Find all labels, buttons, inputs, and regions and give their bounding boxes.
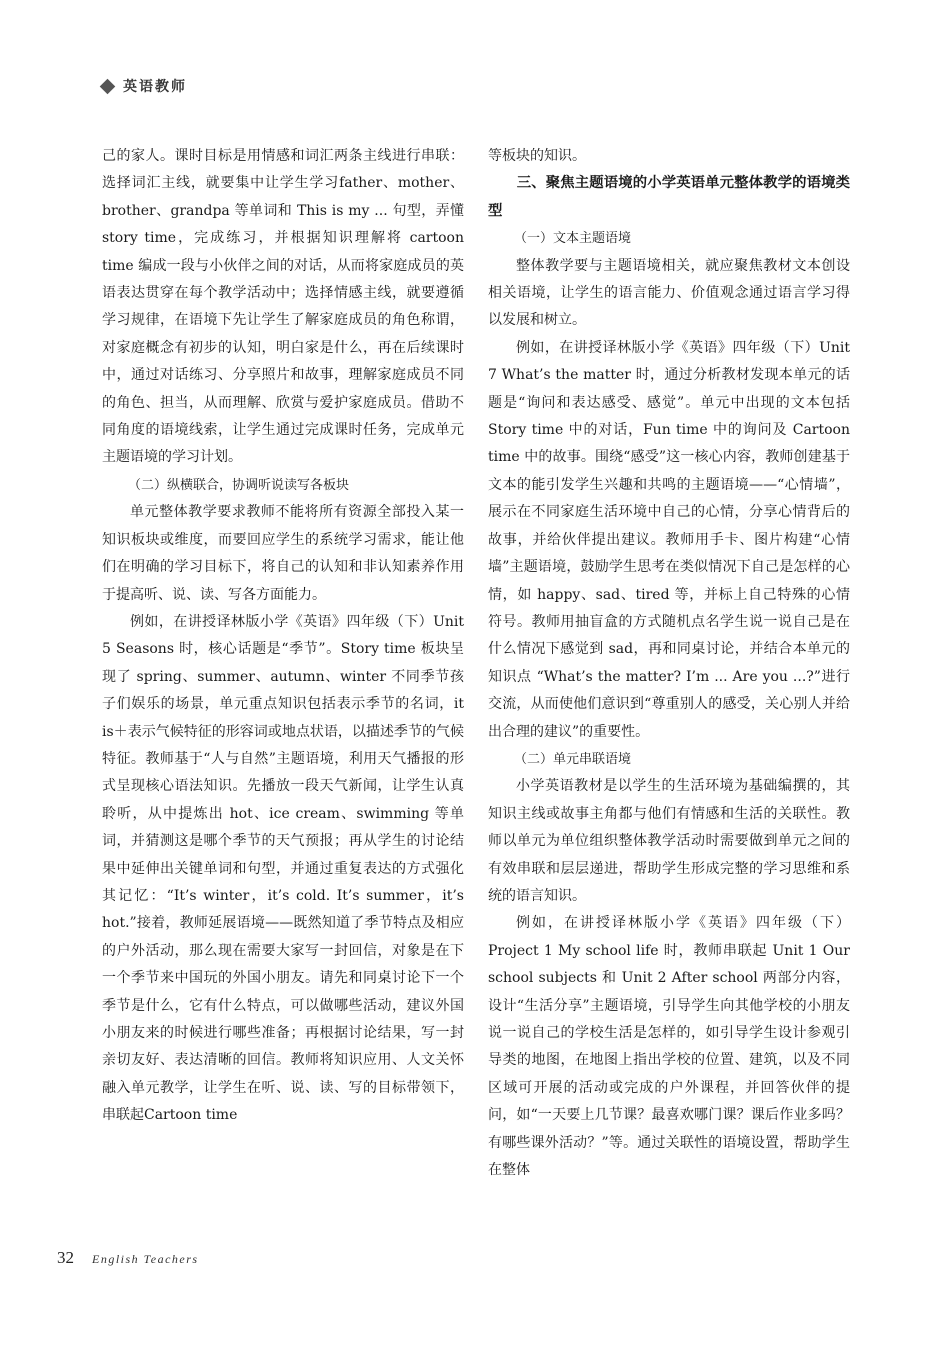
subsection-heading: （二）单元串联语境 — [514, 751, 632, 767]
paragraph: 小学英语教材是以学生的生活环境为基础编撰的，其知识主线或故事主角都与他们有情感和生活的关联性。教师以单元为单位组织整体教学活动时需要做到单元之间的有效串联和层层递进，帮助学生形成完整的学习思维和系统的语言知识。 — [488, 778, 850, 904]
right-column — [488, 143, 850, 1184]
journal-header-title: 英语教师 — [123, 79, 187, 95]
subsection-heading: （一）文本主题语境 — [514, 231, 632, 247]
subsection-heading: （二）纵横联合，协调听说读写各板块 — [128, 477, 350, 493]
diamond-icon — [100, 78, 116, 94]
page-footer — [57, 1248, 199, 1268]
paragraph: 例如，在讲授译林版小学《英语》四年级（下）Project 1 My school life 时，教师串联起 Unit 1 Our school subjects 和 Unit 2 After school 两部分内容，设计“生活分享”主题语境，引导学生向其他学校的小朋友说一说自己的学校生活是怎样的，如引导学生设计参观引导类的地图，在地图上指出学校的位置、建筑，以及不同区域可开展的活动或完成的户外课程，并回答伙伴的提问，如“一天要上几节课？最喜欢哪门课？课后作业多吗？有哪些课外活动？”等。通过关联性的语境设置，帮助学生在整体 — [488, 915, 850, 1179]
paragraph: 例如，在讲授译林版小学《英语》四年级（下）Unit 7 What’s the matter 时，通过分析教材发现本单元的话题是“询问和表达感受、感觉”。单元中出现的文本包括 Story time 中的对话，Fun time 中的询问及 Cartoon time 中的故事。围绕“感受”这一核心内容，教师创建基于文本的能引发学生兴趣和共鸣的主题语境——“心情墙”，展示在不同家庭生活环境中自己的心情，分享心情背后的故事，并给伙伴提出建议。教师用手卡、图片构建“心情墙”主题语境，鼓励学生思考在类似情况下自己是怎样的心情，如 happy、sad、tired 等，并标上自己特殊的心情符号。教师用抽盲盒的方式随机点名学生说一说自己是在什么情况下感觉到 sad，再和同桌讨论，并结合本单元的知识点 “What’s the matter? I’m ... Are you ...?”进行交流，从而使他们意识到“尊重别人的感受，关心别人并给出合理的建议”的重要性。 — [488, 339, 850, 740]
paragraph: 己的家人。课时目标是用情感和词汇两条主线进行串联：选择词汇主线，就要集中让学生学习father、mother、brother、grandpa 等单词和 This is my ... 句型，弄懂 story time，完成练习，并根据知识理解将 cartoon time 编成一段与小伙伴之间的对话，从而将家庭成员的英语表达贯穿在每个教学活动中；选择情感主线，就要遵循学习规律，在语境下先让学生了解家庭成员的角色称谓，对家庭概念有初步的认知，明白家是什么，再在后续课时中，通过对话练习、分享照片和故事，理解家庭成员不同的角色、担当，从而理解、欣赏与爱护家庭成员。借助不同角度的语境线索，让学生通过完成课时任务，完成单元主题语境的学习计划。 — [102, 148, 464, 466]
left-column — [102, 143, 464, 1130]
page-number: 32 — [57, 1248, 74, 1267]
section-heading: 三、聚焦主题语境的小学英语单元整体教学的语境类型 — [488, 175, 850, 219]
paragraph: 整体教学要与主题语境相关，就应聚焦教材文本创设相关语境，让学生的语言能力、价值观念通过语言学习得以发展和树立。 — [488, 257, 850, 329]
paragraph: 等板块的知识。 — [488, 148, 586, 164]
running-header — [102, 76, 187, 96]
paragraph: 例如，在讲授译林版小学《英语》四年级（下）Unit 5 Seasons 时，核心话题是“季节”。Story time 板块呈现了 spring、summer、autumn、winter 不同季节孩子们娱乐的场景，单元重点知识包括表示季节的名词，it is＋表示气候特征的形容词或地点状语，以描述季节的气候特征。教师基于“人与自然”主题语境，利用天气播报的形式呈现核心语法知识。先播放一段天气新闻，让学生认真聆听，从中提炼出 hot、ice cream、swimming 等单词，并猜测这是哪个季节的天气预报；再从学生的讨论结果中延伸出关键单词和句型，并通过重复表达的方式强化其记忆：“It’s winter，it’s cold. It’s summer，it’s hot.”接着，教师延展语境——既然知道了季节特点及相应的户外活动，那么现在需要大家写一封回信，对象是在下一个季节来中国玩的外国小朋友。请先和同桌讨论下一个季节是什么，它有什么特点，可以做哪些活动，建议外国小朋友来的时候进行哪些准备；再根据讨论结果，写一封亲切友好、表达清晰的回信。教师将知识应用、人文关怀融入单元教学，让学生在听、说、读、写的目标带领下，串联起Cartoon time — [102, 613, 464, 1124]
paragraph: 单元整体教学要求教师不能将所有资源全部投入某一知识板块或维度，而要回应学生的系统学习需求，能让他们在明确的学习目标下，将自己的认知和非认知素养作用于提高听、说、读、写各方面能力。 — [102, 504, 464, 603]
journal-name: English Teachers — [92, 1252, 199, 1266]
